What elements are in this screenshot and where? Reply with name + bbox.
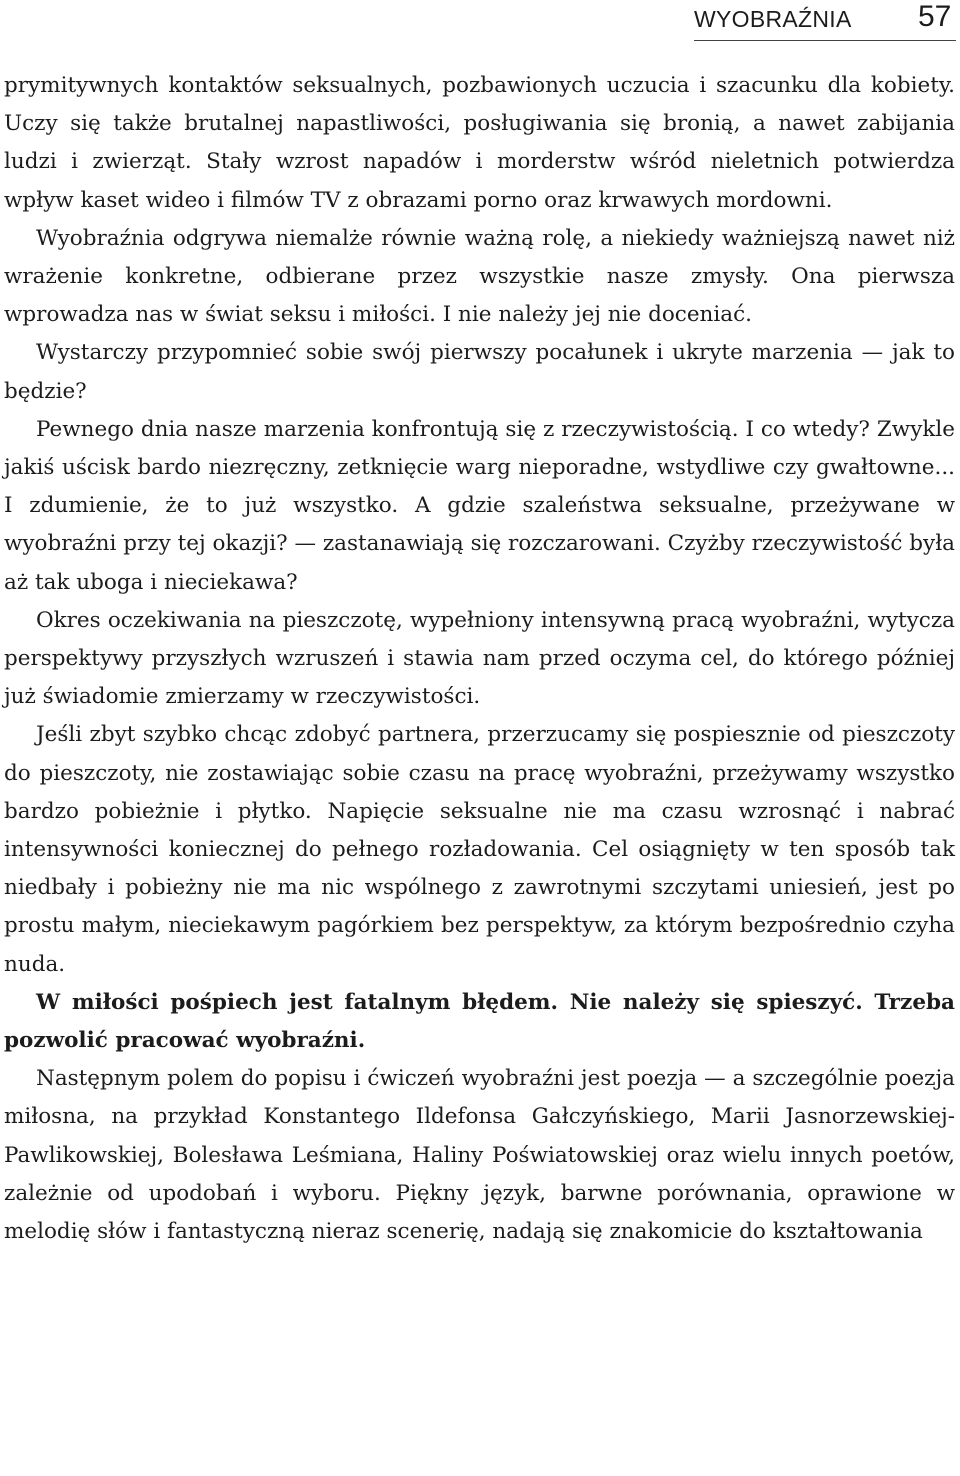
paragraph: Jeśli zbyt szybko chcąc zdobyć partnera, przerzucamy się pospiesznie od pieszczoty do pieszczoty, nie zostawiając sobie czasu na pracę wyobraźni, przeżywamy wszystko bardzo pobieżnie i płytko. Napięcie seksualne nie ma czasu wzrosnąć i nabrać intensywności koniecznej do pełnego rozładowania. Cel osiągnięty w ten sposób tak niedbały i pobieżny nie ma nic wspólnego z zawrotnymi szczytami uniesień, jest po prostu małym, nieciekawym pagórkiem bez perspektyw, za którym bezpośrednio czyha nuda. <box>4 722 955 977</box>
header-rule <box>694 40 956 41</box>
page-header <box>0 0 960 44</box>
paragraph: Wyobraźnia odgrywa niemalże równie ważną rolę, a niekiedy ważniejszą nawet niż wrażenie konkretne, odbierane przez wszystkie nasze zmysły. Ona pierwsza wprowadza nas w świat seksu i miłości. I nie należy jej nie doceniać. <box>4 225 955 328</box>
body-text <box>4 67 955 1251</box>
paragraph: Następnym polem do popisu i ćwiczeń wyobraźni jest poezja — a szczególnie poezja miłosna, na przykład Konstantego Ildefonsa Gałczyńskiego, Marii Jasnorzewskiej-Pawlikowskiej, Bolesława Leśmiana, Haliny Poświatowskiej oraz wielu innych poetów, zależnie od upodobań i wyboru. Piękny język, barwne porównania, oprawione w melodię słów i fantastyczną nieraz scenerię, nadają się znakomicie do kształtowania <box>4 1066 955 1245</box>
bold-paragraph: W miłości pośpiech jest fatalnym błędem. Nie należy się spieszyć. Trzeba pozwolić pracować wyobraźni. <box>4 989 955 1054</box>
paragraph: Wystarczy przypomnieć sobie swój pierwszy pocałunek i ukryte marzenia — jak to będzie? <box>4 340 955 404</box>
paragraph: Pewnego dnia nasze marzenia konfrontują się z rzeczywistością. I co wtedy? Zwykle jakiś uścisk bardo niezręczny, zetknięcie warg nieporadne, wstydliwe czy gwałtowne... I zdumienie, że to już wszystko. A gdzie szaleństwa seksualne, przeżywane w wyobraźni przy tej okazji? — zastanawiają się rozczarowani. Czyżby rzeczywistość była aż tak uboga i nieciekawa? <box>4 416 955 595</box>
running-title: WYOBRAŹNIA <box>694 6 852 32</box>
page-number: 57 <box>918 0 952 33</box>
paragraph: Okres oczekiwania na pieszczotę, wypełniony intensywną pracą wyobraźni, wytycza perspektywy przyszłych wzruszeń i stawia nam przed oczyma cel, do którego później już świadomie zmierzamy w rzeczywistości. <box>4 607 955 710</box>
paragraph: prymitywnych kontaktów seksualnych, pozbawionych uczucia i szacunku dla kobiety. Uczy się także brutalnej napastliwości, posługiwania się bronią, a nawet zabijania ludzi i zwierząt. Stały wzrost napadów i morderstw wśród nieletnich potwierdza wpływ kaset wideo i filmów TV z obrazami porno oraz krwawych mordowni. <box>4 73 955 213</box>
